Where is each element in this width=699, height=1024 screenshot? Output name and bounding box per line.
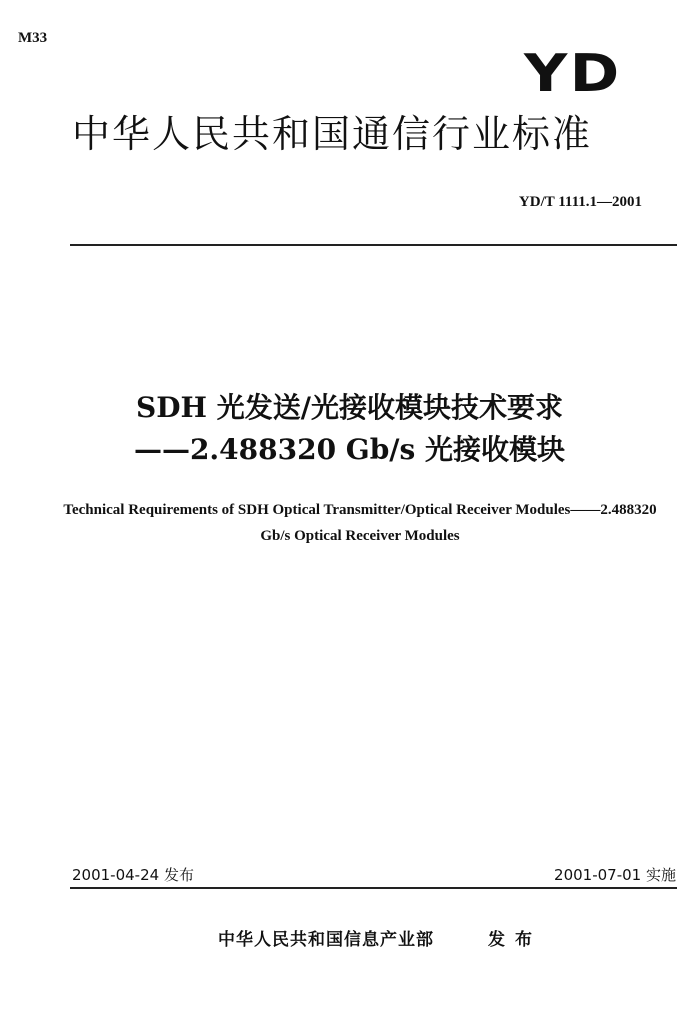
publisher: 中华人民共和国信息产业部: [218, 930, 434, 950]
implementation-date: 2001-07-01 实施: [554, 866, 676, 884]
classification-code: M33: [18, 30, 48, 46]
industry-standard-title: 中华人民共和国通信行业标准: [72, 112, 593, 156]
chinese-title-line2: ——2.488320 Gb/s 光接收模块: [133, 433, 566, 466]
yd-logo: YD: [524, 44, 622, 104]
bottom-divider: [70, 887, 677, 889]
chinese-title-line1: SDH 光发送/光接收模块技术要求: [136, 391, 563, 424]
english-title: Technical Requirements of SDH Optical Transmitter/Optical Receiver Modules——2.488320 Gb/s Optical Receiver Modules: [63, 502, 657, 544]
issue-date: 2001-04-24 发布: [72, 866, 194, 884]
standard-number: YD/T 1111.1—2001: [518, 194, 642, 210]
publish-label: 发布: [488, 930, 542, 950]
top-divider: [70, 244, 677, 246]
